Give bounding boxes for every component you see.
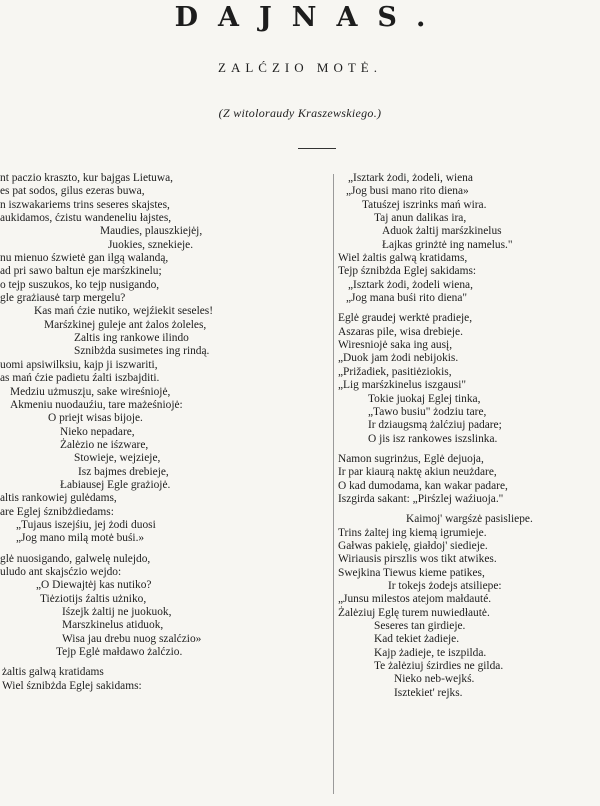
verse-line: Taj anun dalikas ira, bbox=[374, 212, 467, 225]
verse-line: Iśzejk żaltij ne juokuok, bbox=[62, 606, 172, 618]
verse-line: Ir tokejs żodejs atsiliepe: bbox=[388, 579, 502, 592]
verse-line: „Isztark żodi, żodeli, wiena bbox=[348, 172, 473, 184]
verse-line: Tatuśzej iszrinks mań wira. bbox=[362, 198, 487, 211]
verse-line: Wiresniojė saka ing ausį, bbox=[338, 339, 453, 352]
verse-line: Namon sugrinżus, Eglė dejuoja, bbox=[338, 452, 484, 465]
verse-line: Gałwas pakielę, giałdoj' siedieje. bbox=[338, 539, 488, 552]
column-divider bbox=[333, 174, 334, 794]
verse-line: Ir par kiaurą naktę akiun neużdare, bbox=[338, 466, 497, 479]
verse-line: „Junsu milestos atejom małdauté. bbox=[338, 593, 492, 606]
verse-line: glė nuosigando, galwelę nulejdo, bbox=[0, 552, 151, 565]
verse-line: Te żalėziuj śzirdies ne gilda. bbox=[374, 660, 504, 673]
verse-line: „Tawo busiu" żodziu tare, bbox=[368, 405, 487, 418]
verse-line: Marszkinelus atiduok, bbox=[62, 619, 164, 632]
verse-line: Aduok żaltij marśzkinelus bbox=[382, 225, 502, 238]
verse-line: Tejp śznibżda Eglej sakidams: bbox=[338, 265, 477, 278]
verse-line: uludo ant skajsćzio wejdo: bbox=[0, 565, 122, 578]
verse-line: Tiėziotijs źaltis użniko, bbox=[40, 592, 147, 605]
stanza-break bbox=[338, 305, 600, 312]
verse-line: es pat sodos, gilus ezeras buwa, bbox=[0, 185, 145, 198]
poem-subtitle: ZALĆZIO MOTĖ. bbox=[218, 60, 382, 75]
verse-line: o tejp suszukos, ko tejp nusigando, bbox=[0, 278, 160, 291]
verse-line: „O Diewajtėj kas nutiko? bbox=[36, 579, 152, 592]
verse-line: Isz bajmes drebieje, bbox=[78, 465, 169, 478]
verse-line: Seseres tan girdieje. bbox=[374, 620, 466, 632]
verse-line: O kad dumodama, kan wakar padare, bbox=[338, 479, 508, 492]
verse-line: ad pri sawo baltun eje marśzkinelu; bbox=[0, 265, 162, 278]
verse-line: Kaimoj' wargśzė pasisliepe. bbox=[406, 513, 533, 526]
stanza-break bbox=[0, 546, 300, 553]
verse-line: Ir dziaugsmą żalćziuj padare; bbox=[368, 419, 502, 432]
verse-line: Żalėziuj Eglę turem nuwiedłautė. bbox=[338, 606, 490, 619]
source-note: (Z witoloraudy Kraszewskiego.) bbox=[218, 106, 382, 120]
verse-line: „Tujaus iszejśiu, jej żodi duosi bbox=[16, 518, 156, 531]
verse-line: Nieko nepadare, bbox=[60, 425, 135, 438]
verse-line: Nieko neb-wejkś. bbox=[394, 673, 475, 686]
verse-line: Sznibżda susimetes ing rindą. bbox=[74, 345, 210, 358]
verse-line: Medziu użmuszįu, sake wireśniojė, bbox=[10, 385, 171, 398]
verse-line: „Jog busi mano rito diena» bbox=[346, 185, 469, 198]
verse-line: Łabiausej Egle grażiojė. bbox=[60, 478, 171, 491]
verse-line: Stowieje, wejzieje, bbox=[74, 452, 161, 465]
verse-line: Żalėzio ne iśzware, bbox=[60, 438, 149, 451]
verse-line: „Jog mano milą motė buśi.» bbox=[16, 532, 145, 545]
title-divider bbox=[298, 148, 336, 149]
verse-line: Isztekiet' rejks. bbox=[394, 686, 463, 699]
stanza-break bbox=[338, 506, 600, 513]
verse-line: as mań ćzie padietu źalti iszbajditi. bbox=[0, 372, 160, 385]
verse-line: „Duok jam żodi nebijokis. bbox=[338, 352, 459, 365]
verse-line: Wiel żaltis galwą kratidams, bbox=[338, 252, 468, 265]
poem-title: DAJNAS. bbox=[174, 2, 446, 33]
verse-line: Wiriausis pirszlis wos tikt atwikes. bbox=[338, 553, 497, 566]
verse-line: Wiel śznibżda Eglej sakidams: bbox=[2, 679, 142, 692]
verse-line: Aszaras pile, wisa drebieje. bbox=[338, 325, 463, 338]
verse-line: O priejt wisas bijoje. bbox=[48, 412, 143, 425]
verse-line: Swejkina Tiewus kieme patikes, bbox=[338, 566, 485, 579]
verse-line: „Isztark żodi, żodeli wiena, bbox=[348, 278, 473, 291]
verse-line: Kas mań ćzie nutiko, wejźiekit seseles! bbox=[34, 305, 214, 318]
verse-line: nu mienuo śzwietė gan ilgą walandą, bbox=[0, 252, 169, 265]
verse-line: altis rankowiej gulėdams, bbox=[0, 492, 117, 505]
verse-line: Wisa jau drebu nuog szalćzio» bbox=[62, 632, 202, 645]
verse-line: O jis isz rankowes iszslinka. bbox=[368, 432, 498, 445]
verse-line: żaltis galwą kratidams bbox=[2, 666, 104, 679]
verse-line: Marśzkinej guleje ant żalos żoleles, bbox=[44, 318, 207, 331]
verse-line: Tokie juokaj Eglej tinka, bbox=[368, 392, 481, 405]
verse-line: Kajp żadieje, te iszpilda. bbox=[374, 646, 487, 659]
verse-line: are Eglej śznibżdiedams: bbox=[0, 505, 114, 518]
verse-line: „Prižadiek, pasitiėziokis, bbox=[338, 365, 452, 378]
verse-line: Iszgirda sakant: „Pirśzlej waźiuoja." bbox=[338, 492, 504, 505]
stanza-break bbox=[0, 659, 300, 666]
verse-line: uomi apsiwilksiu, kajp ji iszwariti, bbox=[0, 358, 158, 371]
verse-line: Zaltis ing rankowe ilindo bbox=[74, 332, 189, 345]
verse-line: Tejp Eglė małdawo żalćzio. bbox=[56, 646, 183, 659]
verse-line: Akmeniu nuodauźiu, tare mażeśniojė: bbox=[10, 398, 183, 411]
verse-line: Juokies, sznekieje. bbox=[108, 238, 194, 251]
verse-line: „Lig marśzkinelus iszgausi" bbox=[338, 379, 467, 392]
verse-line: Maudies, plauszkiejėj, bbox=[100, 225, 203, 238]
stanza-break bbox=[338, 446, 600, 453]
verse-line: aukidamos, ćzistu wandeneliu łajstes, bbox=[0, 212, 172, 225]
verse-line: gle grażiausė tarp mergelu? bbox=[0, 292, 126, 305]
verse-line: n iszwakariems trins seseres skajstes, bbox=[0, 198, 170, 211]
left-column bbox=[0, 172, 300, 693]
verse-line: Kad tekiet żadieje. bbox=[374, 633, 460, 646]
verse-line: Eglė graudej werktė pradieje, bbox=[338, 312, 473, 325]
right-column bbox=[338, 172, 600, 700]
verse-line: Łajkas grinżtė ing namelus." bbox=[382, 238, 513, 251]
verse-line: nt paczio kraszto, kur bajgas Lietuwa, bbox=[0, 172, 174, 184]
verse-line: Trins żaltej ing kiemą igrumieje. bbox=[338, 526, 487, 539]
verse-line: „Jog mana buśi rito diena" bbox=[346, 292, 468, 305]
